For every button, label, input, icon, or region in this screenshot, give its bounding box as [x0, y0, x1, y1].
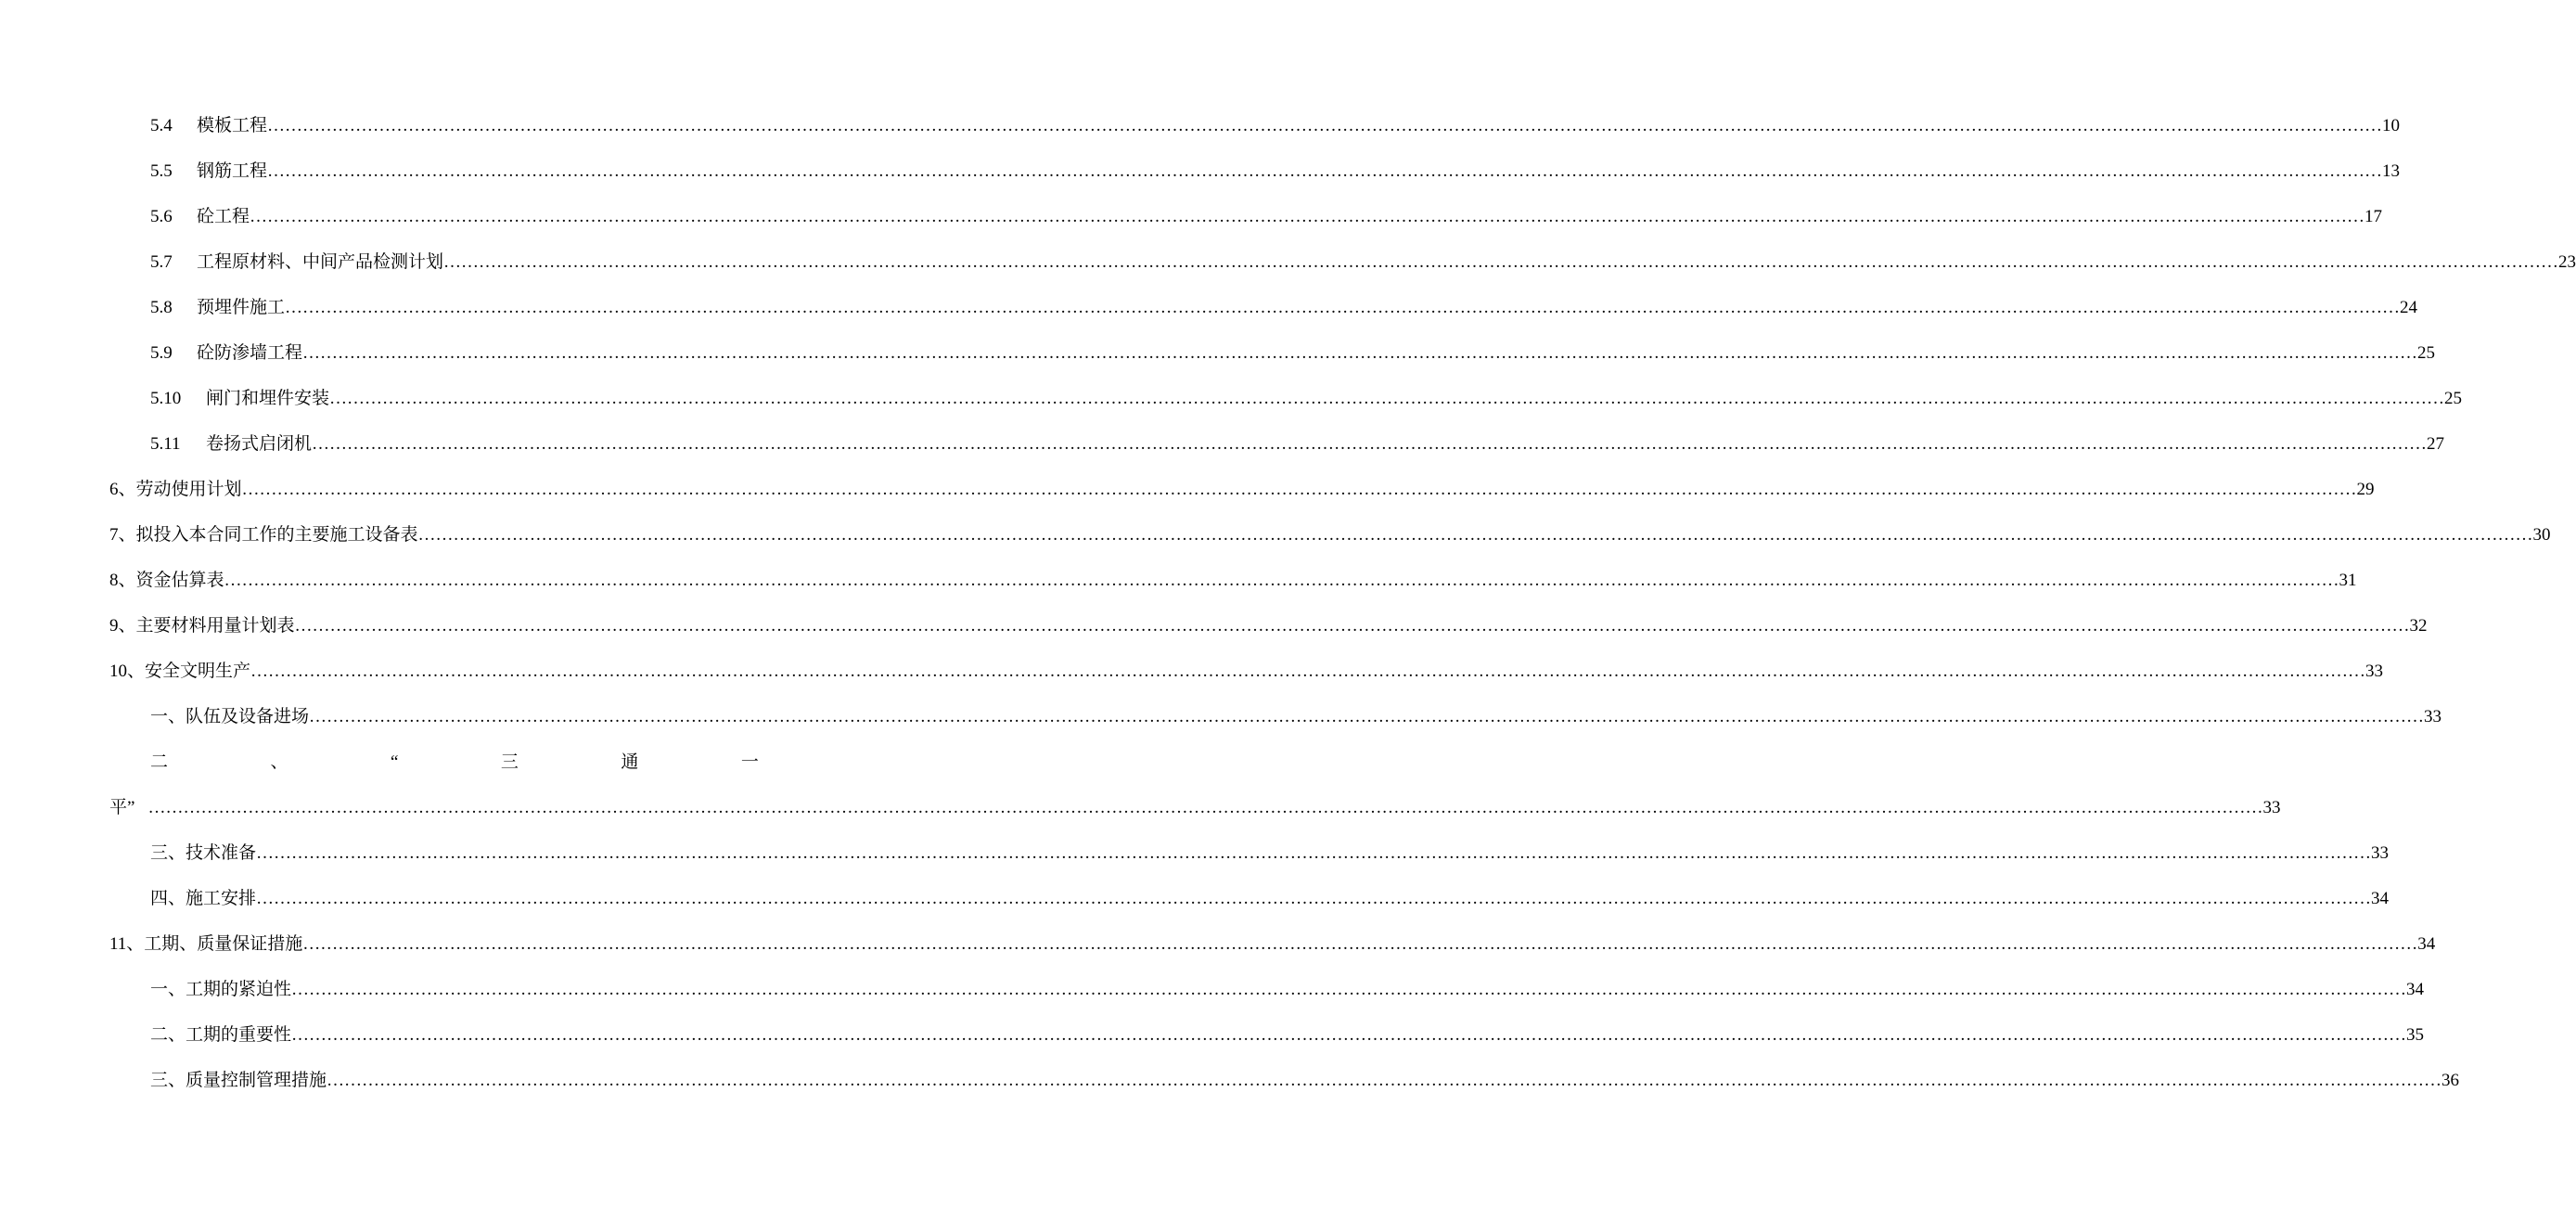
- dot-leader: ………………………………………………………………………………………………………………………………………………………………………………………………………………………………………………………………………………………………………………………………: [294, 616, 2410, 636]
- toc-entry-title: 10、安全文明生产: [109, 662, 251, 681]
- dot-leader: ………………………………………………………………………………………………………………………………………………………………………………………………………………………………………………………………………………………………………………………………: [309, 707, 2425, 726]
- toc-entry-title: 一、工期的紧迫性: [150, 980, 292, 999]
- toc-entry[interactable]: [150, 251, 2576, 275]
- toc-entry[interactable]: [150, 705, 2442, 729]
- dot-leader: ………………………………………………………………………………………………………………………………………………………………………………………………………………………………………………………………………………………………………………………………: [291, 980, 2407, 999]
- toc-entry-page: 25: [2417, 343, 2436, 363]
- toc-entry[interactable]: [150, 387, 2463, 411]
- toc-entry[interactable]: [150, 341, 2436, 366]
- toc-entry-title: 卷扬式启闭机: [206, 434, 313, 454]
- dot-leader: ………………………………………………………………………………………………………………………………………………………………………………………………………………………………………………………………………………………………………………………………: [302, 343, 2418, 363]
- dot-leader: ………………………………………………………………………………………………………………………………………………………………………………………………………………………………………………………………………………………………………………………………: [291, 1025, 2407, 1045]
- toc-entry[interactable]: [150, 887, 2390, 911]
- toc-entry-number: 5.5: [150, 161, 173, 181]
- toc-entry-title: 6、劳动使用计划: [109, 480, 242, 499]
- toc-entry-title: 钢筋工程: [197, 161, 268, 181]
- toc-entry-page: 36: [2441, 1071, 2460, 1090]
- toc-entry-page: 24: [2400, 298, 2418, 317]
- dot-leader: ………………………………………………………………………………………………………………………………………………………………………………………………………………………………………………………………………………………………………………………………: [327, 1071, 2442, 1090]
- toc-entry-page: 25: [2444, 389, 2463, 408]
- toc-entry[interactable]: [109, 523, 2551, 547]
- toc-entry[interactable]: [150, 1069, 2460, 1093]
- dot-leader: ………………………………………………………………………………………………………………………………………………………………………………………………………………………………………………………………………………………………………………………………: [250, 662, 2366, 681]
- toc-entry-title: 8、资金估算表: [109, 571, 224, 590]
- toc-entry[interactable]: [109, 660, 2384, 684]
- toc-entry[interactable]: [150, 978, 2425, 1002]
- toc-entry-page: 27: [2427, 434, 2445, 454]
- toc-entry-page: 29: [2356, 480, 2375, 499]
- toc-entry-page: 34: [2371, 889, 2390, 908]
- toc-entry-number: 5.11: [150, 434, 181, 454]
- dot-leader: ………………………………………………………………………………………………………………………………………………………………………………………………………………………………………………………………………………………………………………………………: [241, 480, 2357, 499]
- toc-entry-char: 三: [500, 752, 519, 772]
- dot-leader: ………………………………………………………………………………………………………………………………………………………………………………………………………………………………………………………………………………………………………………………………: [147, 798, 2263, 817]
- toc-entry-page: 33: [2371, 843, 2390, 863]
- toc-entry[interactable]: [150, 432, 2445, 456]
- toc-entry[interactable]: [150, 205, 2383, 229]
- toc-entry[interactable]: [109, 614, 2428, 638]
- toc-entry-number: 5.8: [150, 298, 173, 317]
- dot-leader: ………………………………………………………………………………………………………………………………………………………………………………………………………………………………………………………………………………………………………………………………: [256, 843, 2372, 863]
- toc-entry-page: 32: [2409, 616, 2428, 636]
- toc-entry-char: 一: [740, 752, 759, 772]
- dot-leader: ………………………………………………………………………………………………………………………………………………………………………………………………………………………………………………………………………………………………………………………………: [285, 298, 2401, 317]
- toc-entry-page: 10: [2382, 116, 2401, 135]
- toc-entry-page: 34: [2417, 934, 2436, 954]
- toc-entry-page: 33: [2424, 707, 2442, 726]
- toc-entry-number: 5.10: [150, 389, 182, 408]
- toc-entry-page: 17: [2365, 207, 2383, 226]
- toc-entry[interactable]: [150, 1023, 2425, 1047]
- toc-entry-number: 5.7: [150, 252, 173, 272]
- toc-entry-page: 13: [2382, 161, 2401, 181]
- toc-entry-title: 闸门和埋件安装: [206, 389, 330, 408]
- toc-entry[interactable]: [150, 296, 2418, 320]
- toc-entry-title: 三、技术准备: [150, 843, 257, 863]
- toc-entry[interactable]: [109, 932, 2436, 957]
- toc-entry-title: 模板工程: [197, 116, 268, 135]
- toc-entry-page: 35: [2406, 1025, 2425, 1045]
- toc-entry-title: 三、质量控制管理措施: [150, 1071, 327, 1090]
- toc-entry-page: 23: [2558, 252, 2576, 272]
- toc-entry-number: 5.4: [150, 116, 173, 135]
- toc-entry-title: 砼工程: [197, 207, 250, 226]
- dot-leader: ………………………………………………………………………………………………………………………………………………………………………………………………………………………………………………………………………………………………………………………………: [267, 161, 2383, 181]
- toc-entry-title: 工程原材料、中间产品检测计划: [197, 252, 444, 272]
- dot-leader: ………………………………………………………………………………………………………………………………………………………………………………………………………………………………………………………………………………………………………………………………: [256, 889, 2372, 908]
- toc-entry-title: 平”: [109, 798, 135, 817]
- toc-entry-title: 预埋件施工: [197, 298, 286, 317]
- toc-entry[interactable]: [109, 796, 2281, 820]
- toc-entry-page: 33: [2262, 798, 2281, 817]
- toc-entry-page: 34: [2406, 980, 2425, 999]
- toc-entry-title: 一、队伍及设备进场: [150, 707, 310, 726]
- toc-entry-title: 11、工期、质量保证措施: [109, 934, 303, 954]
- toc-entry-number: 5.9: [150, 343, 173, 363]
- dot-leader: ………………………………………………………………………………………………………………………………………………………………………………………………………………………………………………………………………………………………………………………………: [417, 525, 2533, 545]
- toc-entry-title: 四、施工安排: [150, 889, 257, 908]
- dot-leader: ………………………………………………………………………………………………………………………………………………………………………………………………………………………………………………………………………………………………………………………………: [312, 434, 2428, 454]
- toc-entry-page: 30: [2532, 525, 2551, 545]
- toc-entry[interactable]: [150, 114, 2401, 138]
- dot-leader: ………………………………………………………………………………………………………………………………………………………………………………………………………………………………………………………………………………………………………………………………: [443, 252, 2559, 272]
- toc-entry-char: 、: [270, 752, 288, 772]
- toc-entry-page: 33: [2365, 662, 2384, 681]
- toc-entry-char: 通: [621, 752, 639, 772]
- toc-entry[interactable]: [109, 478, 2375, 502]
- toc-entry-line1: [150, 751, 759, 775]
- dot-leader: ………………………………………………………………………………………………………………………………………………………………………………………………………………………………………………………………………………………………………………………………: [329, 389, 2445, 408]
- dot-leader: ………………………………………………………………………………………………………………………………………………………………………………………………………………………………………………………………………………………………………………………………: [224, 571, 2339, 590]
- dot-leader: ………………………………………………………………………………………………………………………………………………………………………………………………………………………………………………………………………………………………………………………………: [250, 207, 2365, 226]
- toc-entry-page: 31: [2339, 571, 2357, 590]
- toc-entry-char: “: [391, 752, 399, 772]
- toc-entry[interactable]: [109, 569, 2357, 593]
- toc-entry-char: 二: [150, 752, 169, 772]
- dot-leader: ………………………………………………………………………………………………………………………………………………………………………………………………………………………………………………………………………………………………………………………………: [302, 934, 2418, 954]
- toc-entry-title: 二、工期的重要性: [150, 1025, 292, 1045]
- toc-entry-title: 砼防渗墙工程: [197, 343, 303, 363]
- toc-entry-title: 9、主要材料用量计划表: [109, 616, 295, 636]
- toc-entry[interactable]: [150, 842, 2390, 866]
- dot-leader: ………………………………………………………………………………………………………………………………………………………………………………………………………………………………………………………………………………………………………………………………: [267, 116, 2383, 135]
- toc-entry-title: 7、拟投入本合同工作的主要施工设备表: [109, 525, 418, 545]
- toc-entry-number: 5.6: [150, 207, 173, 226]
- toc-entry[interactable]: [150, 160, 2401, 184]
